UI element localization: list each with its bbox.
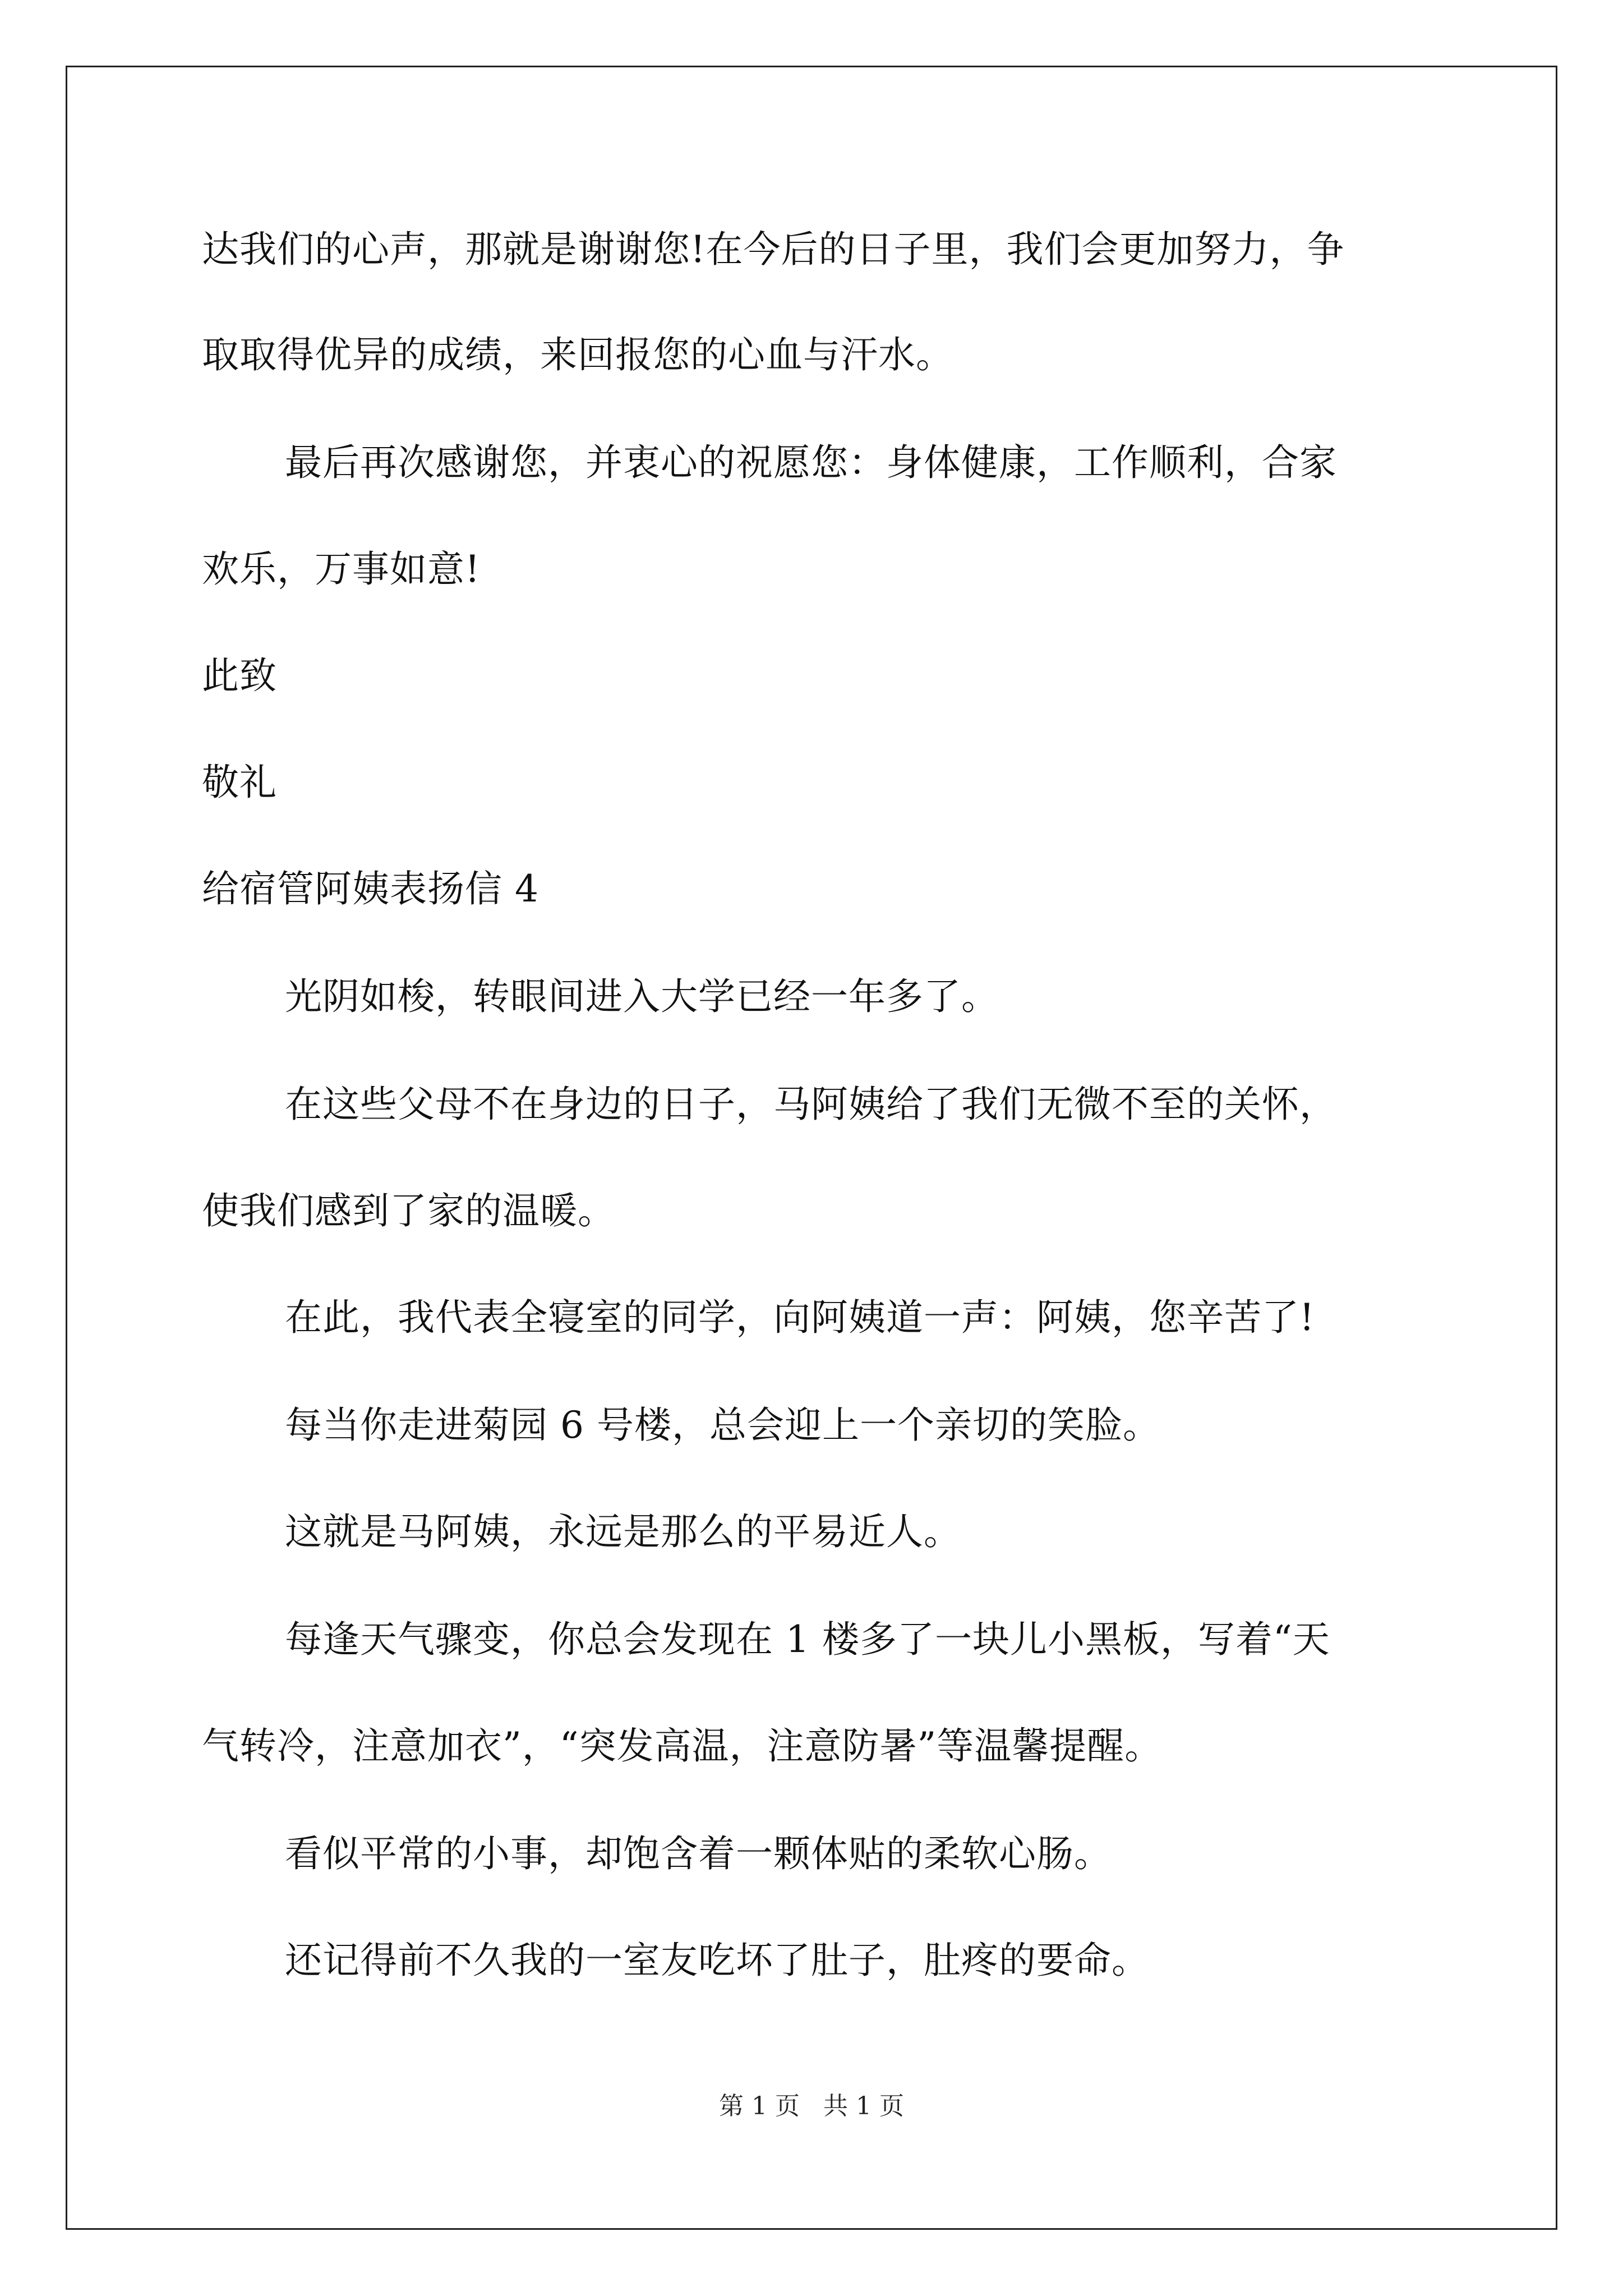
closing-line: 此致 (202, 654, 277, 697)
paragraph-line: 每当你走进菊园 6 号楼，总会迎上一个亲切的笑脸。 (285, 1404, 1160, 1447)
text-line: 达我们的心声，那就是谢谢您!在今后的日子里，我们会更加努力，争 (202, 228, 1345, 271)
paragraph-line: 每逢天气骤变，你总会发现在 1 楼多了一块儿小黑板，写着“天 (285, 1618, 1330, 1661)
paragraph-line: 这就是马阿姨，永远是那么的平易近人。 (285, 1510, 961, 1553)
paragraph-line: 光阴如梭，转眼间进入大学已经一年多了。 (285, 975, 999, 1018)
paragraph-line: 还记得前不久我的一室友吃坏了肚子，肚疼的要命。 (285, 1939, 1149, 1982)
paragraph-line: 看似平常的小事，却饱含着一颗体贴的柔软心肠。 (285, 1832, 1112, 1875)
paragraph-line: 在这些父母不在身边的日子，马阿姨给了我们无微不至的关怀， (285, 1083, 1337, 1126)
text-line: 气转冷，注意加衣”，“突发高温，注意防暑”等温馨提醒。 (202, 1724, 1163, 1768)
text-line: 使我们感到了家的温暖。 (202, 1189, 615, 1232)
text-line: 取取得优异的成绩，来回报您的心血与汗水。 (202, 333, 953, 376)
page-footer: 第 1 页 共 1 页 (719, 2092, 904, 2120)
paragraph-line: 在此，我代表全寝室的同学，向阿姨道一声：阿姨，您辛苦了! (285, 1296, 1315, 1339)
closing-line: 敬礼 (202, 761, 277, 804)
page-border (66, 66, 1557, 2230)
section-title: 给宿管阿姨表扬信 4 (202, 867, 539, 910)
paragraph-line: 最后再次感谢您，并衷心的祝愿您：身体健康，工作顺利，合家 (285, 441, 1337, 484)
text-line: 欢乐，万事如意! (202, 547, 481, 591)
